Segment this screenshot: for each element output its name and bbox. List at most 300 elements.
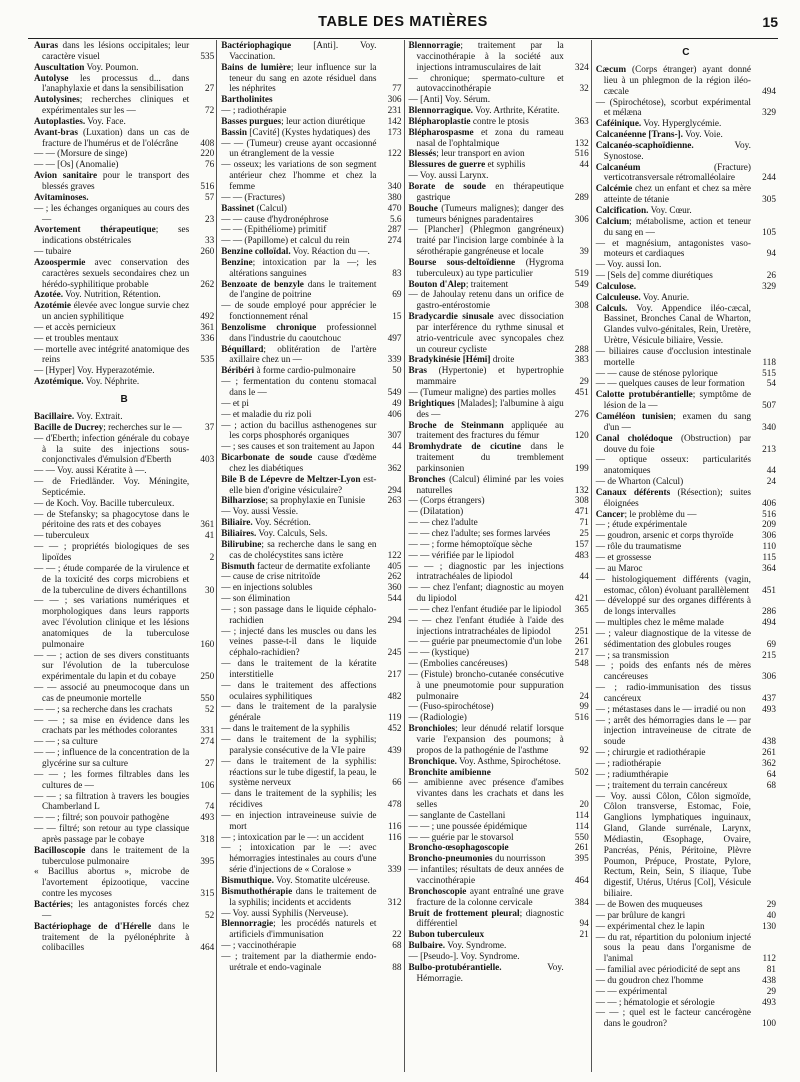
index-entry [409,117,589,128]
entry-page-ref: 362 [387,463,402,474]
entry-text: Voy. Hémorragie. [416,962,564,984]
entry-page-ref: 52 [205,910,215,921]
index-entry [409,106,589,117]
index-entry [34,290,214,301]
entry-term: Caméléon tunisien [595,412,674,422]
entry-page-ref: 515 [762,368,776,379]
entry-text: ; sa recherche dans le sang en cas de cholécystites sans ictère [229,539,377,561]
entry-text: Voy. Arthrite, Kératite. [473,106,560,117]
index-entry [409,952,589,963]
index-entry [409,909,589,931]
entry-term: Bismuthique. [221,875,274,886]
index-entry [409,865,589,887]
index-entry [221,453,401,475]
index-entry [409,540,589,551]
entry-page-ref: 483 [574,550,589,561]
entry-term: Blessés [408,149,437,160]
entry-text: — — cause d'hydronéphrose [221,214,329,225]
entry-text: ; traitement par la vaccinothérapie à la société aux injections intramusculaires de lait [416,41,564,73]
entry-page-ref: 245 [387,648,402,659]
index-entry [34,792,214,814]
index-entry [409,182,589,204]
index-entry [409,160,589,171]
index-entry [34,225,214,247]
index-entry [221,399,401,410]
entry-page-ref: 115 [762,552,776,563]
entry-text: (Corps étranger) ayant donné lieu à un phlegmon de la région iléo-cæcale [603,65,751,97]
entry-page-ref: 384 [574,897,589,908]
entry-text: ; les antagonistes forcés chez — [42,899,190,921]
entry-page-ref: 33 [205,236,215,247]
entry-text: — ; traitement par la diathermie endo-urétrale et endo-vaginale [221,951,377,973]
index-entry [409,757,589,768]
index-entry [596,412,776,434]
entry-text: — dans le traitement de la paralysie générale [221,702,377,724]
entry-text: — développé sur des organes différents à de longs intervalles [595,596,751,618]
entry-term: Autoplasties. [34,116,86,127]
entry-page-ref: 493 [200,813,215,824]
entry-term: Bacilloscopie [34,845,86,856]
entry-page-ref: 215 [762,650,776,661]
index-entry [596,206,776,217]
index-entry [34,74,214,96]
index-entry [221,757,401,790]
entry-text: — expérimental chez le lapin [595,921,705,932]
entry-term: Basses purgues [221,116,282,127]
entry-text: — — ; sa filtration à travers les bougies Chamberland L [34,791,190,813]
entry-text: Voy. Syndrome. [445,941,507,952]
index-entry [409,670,589,703]
entry-page-ref: 287 [387,225,402,236]
entry-page-ref: 451 [762,585,776,596]
index-entry [596,781,776,792]
index-entry [596,304,776,347]
entry-page-ref: 231 [387,106,402,117]
index-entry [221,160,401,193]
index-entry [34,846,214,868]
entry-text: — — chez l'enfant étudiée à l'aide des injections intratrachéales de lipiodol [408,615,564,637]
index-entry [221,345,401,367]
entry-term: Bactéries [34,899,71,910]
entry-text: (Fracture) verticotransversale rétromalléolaire [603,162,751,184]
index-entry [34,542,214,564]
entry-term: Autolysines [34,95,80,106]
entry-text: — — chez l'adulte; ses formes larvées [408,528,551,539]
entry-text: à forme cardio-pulmonaire [254,366,356,377]
entry-page-ref: 27 [205,84,215,95]
index-entry [221,63,401,96]
entry-text: — Voy. aussi Syphilis (Nerveuse). [221,908,349,919]
entry-page-ref: 421 [574,594,589,605]
entry-text: — ; chirurgie et radiothérapie [595,748,706,759]
entry-page-ref: 339 [387,865,402,876]
index-entry [221,225,401,236]
entry-page-ref: 130 [762,921,776,932]
entry-term: Bronchite amibienne [408,767,491,778]
index-entry [409,659,589,670]
index-entry [596,217,776,239]
entry-page-ref: 324 [574,62,589,73]
entry-term: Blépharospasme [408,127,474,138]
index-entry [34,377,214,388]
index-entry [409,648,589,659]
entry-text: — rôle du traumatisme [595,542,682,553]
index-entry [34,683,214,705]
entry-text: Voy. Face. [85,116,126,127]
entry-page-ref: 494 [762,86,776,97]
entry-text: — amibienne avec présence d'amibes vivantes dans les crachats et dans les selles [408,778,564,811]
index-entry [409,616,589,638]
entry-page-ref: 315 [200,889,215,900]
index-entry [221,442,401,453]
index-entry [409,583,589,605]
entry-page-ref: 26 [766,271,776,282]
entry-page-ref: 289 [574,192,589,203]
entry-text: — — (Papillome) et calcul du rein [221,236,350,247]
index-entry [221,811,401,833]
entry-term: Bismuthothérapie [221,886,293,897]
index-entry [221,833,401,844]
index-entry [409,355,589,366]
entry-text: les processus d... dans l'anaphylaxie et dans la sensibilisation [42,73,190,95]
index-entry [34,531,214,542]
entry-page-ref: 550 [574,832,589,843]
entry-page-ref: 2 [209,552,215,563]
entry-page-ref: 24 [579,691,589,702]
index-entry [34,596,214,650]
entry-text: en thérapeutique gastrique [416,181,564,203]
entry-text: — — ; action de ses divers constituants sur l'évolution de la tuberculose expérimentale du lapin et du cobaye [34,650,190,683]
index-entry [221,583,401,594]
index-entry [409,963,589,985]
entry-page-ref: 69 [392,290,402,301]
entry-page-ref: 262 [200,279,215,290]
entry-term: Bartholinites [221,95,273,106]
entry-text: avec dissociation par interférence du rythme sinusal et atrio-ventricule avec syncopales chez un coureur cycliste [416,312,564,355]
entry-page-ref: 549 [387,388,402,398]
entry-page-ref: 306 [387,95,402,106]
index-entry [221,236,401,247]
column-2 [217,40,404,1072]
entry-page-ref: 94 [766,249,776,260]
entry-text: — ; action du bacillus asthenogenes sur les corps phosphorés organiques [221,420,377,442]
entry-page-ref: 548 [574,659,589,670]
index-entry [596,379,776,390]
index-entry [409,280,589,291]
entry-term: Biliaire. [221,518,253,529]
index-entry [34,160,214,171]
entry-page-ref: 274 [387,236,402,247]
entry-term: Calculeuse. [595,292,641,303]
entry-text: ; recherches sur le — [103,422,182,433]
index-entry [221,659,401,681]
entry-text: — en injections solubles [221,583,313,594]
entry-page-ref: 32 [579,84,589,95]
entry-page-ref: 69 [766,639,776,650]
entry-text: (Tumeurs malignes); danger des tumeurs bénignes paradentaires [416,203,564,225]
index-entry [596,455,776,477]
index-entry [221,887,401,909]
index-entry [221,410,401,421]
entry-text: — — ; une poussée épidémique [408,821,527,832]
entry-text: — ; intoxication par le —: un accident [221,832,364,843]
index-entry [34,813,214,824]
entry-term: Blessures de guerre [408,160,486,171]
index-entry [221,95,401,106]
index-entry [34,824,214,846]
index-entry [596,596,776,618]
index-entry [596,900,776,911]
entry-term: Bains de lumière [221,62,291,73]
entry-page-ref: 276 [574,409,589,420]
entry-page-ref: 260 [200,247,215,258]
entry-page-ref: 122 [387,550,402,561]
entry-term: Calcanéenne [Trans-]. [595,130,683,141]
index-entry [596,520,776,531]
entry-text: — ; fermentation du contenu stomacal dans le — [221,377,377,398]
index-entry [221,735,401,757]
index-entry [409,225,589,258]
index-entry [34,716,214,738]
entry-page-ref: 68 [766,780,776,791]
entry-text: — (Radiologie) [408,713,467,724]
entry-term: Calcanéo-scaphoïdienne. [595,140,694,151]
entry-text: facteur de dermatite exfoliante [254,561,371,572]
entry-text: — dans le traitement des affections oculaires syphilitiques [221,680,377,702]
entry-page-ref: 535 [200,355,215,366]
index-entry [34,301,214,323]
index-entry [596,347,776,369]
entry-text: — — ; propriétés biologiques de ses lipoïdes [34,542,190,563]
entry-text: Voy. Extrait. [74,412,123,422]
entry-text: Voy. Asthme, Spirochétose. [456,756,561,767]
index-entry [34,423,214,434]
entry-text: — son élimination [221,594,291,605]
entry-page-ref: 217 [574,648,589,659]
entry-term: Bouche [408,203,438,214]
entry-page-ref: 340 [762,422,776,433]
entry-page-ref: 464 [574,875,589,886]
entry-text: — histologiquement différents (vagin, estomac, côlon) évoluant parallèlement [595,574,751,596]
entry-text: appliquée au traitement des fractures du fémur [416,420,564,442]
entry-text: — — ; hématologie et sérologie [595,997,715,1008]
entry-page-ref: 30 [205,585,215,596]
index-entry [409,312,589,355]
index-entry [34,128,214,150]
entry-text: — (Dilatation) [408,507,464,518]
index-entry [409,41,589,74]
index-entry [221,919,401,941]
index-entry [409,171,589,182]
entry-text: — — ; quel est le facteur cancérogène dans le goudron? [595,1008,751,1030]
entry-term: Avant-bras [34,127,79,138]
entry-page-ref: 83 [392,268,402,279]
entry-page-ref: 160 [200,639,215,650]
entry-text: [Malades]; l'albumine à aigu des — [416,398,564,420]
entry-page-ref: 27 [205,759,215,769]
index-entry [596,542,776,553]
entry-page-ref: 288 [574,344,589,355]
entry-text: Voy. Hyperglycémie. [641,119,722,130]
entry-page-ref: 516 [762,509,776,520]
index-entry [596,683,776,705]
entry-page-ref: 118 [762,357,776,368]
header-rule [28,38,778,39]
entry-text: — de Friedländer. Voy. Méningite, Septicémie. [34,477,190,498]
entry-text: — ; vaccinothérapie [221,941,297,952]
entry-text: ; oblitération de l'artère axillaire chez un — [229,344,377,366]
entry-page-ref: 251 [574,626,589,637]
index-entry [221,193,401,204]
entry-term: Béquillard [221,344,264,355]
index-entry [34,41,214,63]
entry-page-ref: 49 [392,398,402,409]
index-entry [409,149,589,160]
index-entry [596,130,776,141]
entry-text: — — chez l'adulte [408,518,478,529]
entry-page-ref: 482 [387,691,402,702]
entry-text: — ; étude expérimentale [595,520,687,531]
index-entry [596,976,776,987]
entry-page-ref: 318 [200,834,215,845]
index-entry [409,290,589,312]
index-entry [221,952,401,974]
index-entry [596,759,776,770]
entry-text: Voy. Poumon. [84,62,139,73]
index-entry [221,572,401,583]
index-entry [596,271,776,282]
entry-text: ; traitement [465,279,509,290]
entry-term: Benzoate de benzyle [221,279,304,290]
entry-text: — — cause de sténose pylorique [595,368,718,379]
entry-page-ref: 209 [762,520,776,531]
index-entry [596,434,776,456]
entry-page-ref: 15 [392,312,402,323]
entry-page-ref: 68 [392,941,402,952]
entry-page-ref: 244 [762,173,776,184]
index-entry [596,369,776,380]
entry-text: Voy. Sécrétion. [252,518,311,529]
entry-text: — Voy. aussi Côlon, Côlon sigmoïde, Côlon transverse, Estomac, Foie, Ganglions lymphatiques inguinaux, Gland, Glande surrénale, Larynx, Médiastin, Œsophage, Ovaire, Pancréas, Pénis, Péritoine, Plèvre Poumon, Prépuce, Prostate, Pylore, Rectum, Rein, Sein, S iliaque, Tube digestif, Utérus, Utérus [Col], Vésicule biliaire. [595,791,751,900]
entry-term: Bromhydrate de cicutine [408,442,521,453]
entry-text: — biliaires cause d'occlusion intestinale mortelle [595,346,751,368]
entry-term: Bradycardie sinusale [408,312,494,323]
entry-page-ref: 77 [392,84,402,95]
entry-text: — [Hyper] Voy. Hyperazotémie. [34,366,155,377]
entry-text: « Bacillus abortus », microbe de l'avortement épizootique, vaccine contre les mycoses [34,867,190,900]
entry-page-ref: 308 [574,496,589,507]
entry-page-ref: 40 [766,910,776,921]
entry-page-ref: 380 [387,192,402,203]
entry-text: — sanglante de Castellani [408,810,506,821]
entry-text: — ; métastases dans le — irradié ou non [595,704,746,715]
index-entry [596,564,776,575]
entry-term: Bruit de frottement pleural [408,908,520,919]
entry-page-ref: 132 [574,138,589,149]
index-entry [409,258,589,280]
entry-term: Bacillaire. [34,412,75,422]
index-entry [596,390,776,412]
entry-page-ref: 406 [762,498,776,509]
index-entry [221,366,401,377]
entry-term: Bradykinésie [Hémi] [408,355,491,366]
index-entry [409,475,589,497]
index-entry [596,911,776,922]
index-entry [596,293,776,304]
entry-text: — [Sels de] comme diurétiques [595,271,713,282]
entry-page-ref: 119 [387,713,402,724]
entry-text: ; le problème du — [624,509,697,520]
index-entry [596,998,776,1009]
entry-text: — — chez l'enfant étudiée par le lipiodol [408,604,562,615]
entry-text: — — (Fractures) [221,192,285,203]
entry-page-ref: 116 [387,832,402,843]
index-entry [221,106,401,117]
index-entry [34,323,214,334]
entry-text: — dans le traitement de la syphilis [221,724,350,735]
entry-text: — dans le traitement de la syphilis: réactions sur le tube digestif, la peau, le système nerveux [221,756,377,789]
entry-text: — chronique; spermato-culture et autovaccinothérapie [408,73,564,95]
index-entry [596,553,776,564]
entry-page-ref: 364 [762,563,776,574]
column-4 [592,40,778,1072]
entry-text: — en injection intraveineuse suivie de mort [221,810,377,832]
entry-page-ref: 41 [205,531,215,542]
entry-term: Bilirubine [221,539,262,550]
entry-text: [Cavité] (Kystes hydatiques) des [246,127,371,138]
index-entry [221,702,401,724]
index-entry [34,412,214,423]
entry-page-ref: 294 [387,485,402,496]
entry-page-ref: 471 [574,507,589,518]
entry-text: — ; valeur diagnostique de la vitesse de sédimentation des globules rouges [595,628,751,650]
entry-page-ref: 549 [574,279,589,290]
entry-page-ref: 464 [200,943,215,954]
entry-text: — et maladie du riz poli [221,409,312,420]
entry-text: et syphilis [485,160,526,171]
index-entry [409,713,589,724]
entry-page-ref: 294 [387,615,402,626]
entry-text: — dans le traitement de la syphilis; paralysie consécutive de la VIe paire [221,735,377,756]
index-entry [409,204,589,226]
entry-page-ref: 72 [205,106,215,117]
index-entry [409,507,589,518]
entry-text: — — associé au pneumocoque dans un cas de pneumonie mortelle [34,683,190,704]
entry-text: (Luxation) dans un cas de fracture de l'humérus et de l'olécrâne [42,127,190,149]
entry-page-ref: 25 [579,528,589,539]
entry-term: Auras [34,41,59,51]
entry-text: — (Spirochétose), scorbut expérimental et mélæna [595,97,751,119]
entry-page-ref: 37 [205,422,215,433]
entry-text: dans le traitement de la tuberculose pulmonaire [42,845,190,867]
entry-term: Azotémique. [34,377,84,388]
index-entry [34,867,214,900]
entry-term: Calcification. [595,205,649,216]
index-entry [34,466,214,477]
entry-text: ; intoxication par la —; les altérations sanguines [229,257,377,279]
entry-page-ref: 336 [200,333,215,344]
index-entry [221,475,401,497]
entry-text: — de soude employé pour apprécier le fonctionnement rénal [221,301,377,323]
entry-text: — — (Morsure de singe) [34,149,128,160]
entry-text: chez un enfant et chez sa mère atteinte de tétanie [603,184,751,206]
entry-page-ref: 361 [200,322,215,333]
entry-text: — multiples chez le même malade [595,618,724,629]
entry-text: — — ; influence de la concentration de la glycérine sur sa culture [34,748,190,769]
index-entry [596,163,776,185]
entry-page-ref: 263 [387,496,402,507]
entry-page-ref: 550 [200,693,215,704]
